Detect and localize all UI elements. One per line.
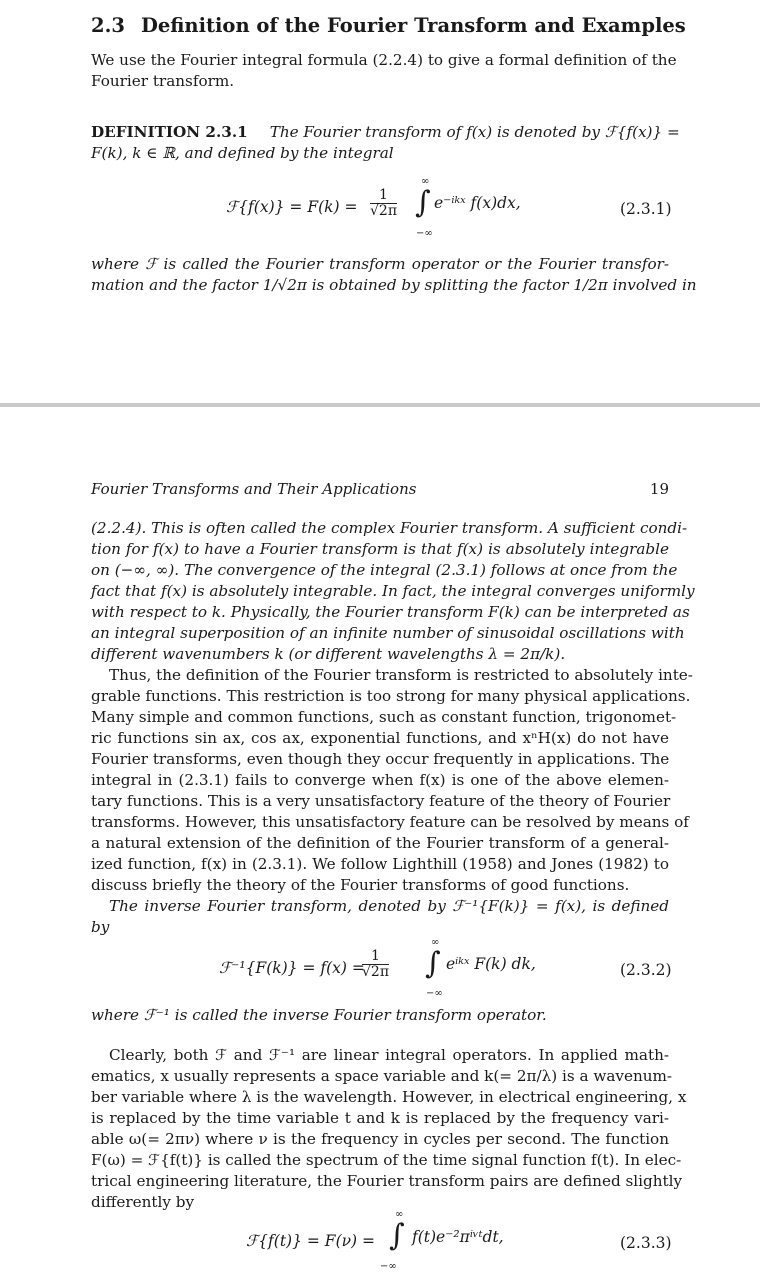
para3-line-2: by — [91, 918, 110, 936]
para1-line-5: with respect to k. Physically, the Fourier transform F(k) can be interpreted as — [91, 603, 690, 621]
definition-label: DEFINITION 2.3.1 — [91, 123, 248, 141]
eq2-lower-limit: −∞ — [426, 988, 443, 999]
eq1-number: (2.3.1) — [620, 200, 672, 218]
eq2-integrand: eⁱᵏˣ F(k) dk, — [446, 955, 536, 973]
para4-line-7: trical engineering literature, the Fourier transform pairs are defined slightly — [91, 1172, 683, 1190]
section-title: Definition of the Fourier Transform and Examples — [140, 14, 686, 37]
eq1-fraction — [370, 188, 397, 220]
eq3-integrand: f(t)e⁻²πⁱᵛᵗdt, — [412, 1228, 504, 1246]
para4-line-8: differently by — [91, 1193, 195, 1211]
definition-text-1: The Fourier transform of f(x) is denoted by ℱ{f(x)} = — [269, 123, 680, 141]
eq2-fraction — [362, 949, 389, 981]
para1-line-1: (2.2.4). This is often called the complex Fourier transform. A sufficient condi- — [91, 519, 688, 537]
eq3-integral-sign: ∫ — [389, 1218, 405, 1253]
para2-line-4: ric functions sin ax, cos ax, exponential functions, and xⁿH(x) do not have — [91, 729, 669, 747]
section-number: 2.3 — [91, 14, 125, 37]
definition-line-2: F(k), k ∈ ℝ, and defined by the integral — [91, 144, 394, 162]
para4-line-6: F(ω) = ℱ{f(t)} is called the spectrum of the time signal function f(t). In elec- — [91, 1151, 682, 1169]
page-number: 19 — [649, 480, 669, 498]
para4-line-3: ber variable where λ is the wavelength. However, in electrical engineering, x — [91, 1088, 687, 1106]
para2-line-3: Many simple and common functions, such as constant function, trigonomet- — [91, 708, 677, 726]
eq3-lower-limit: −∞ — [380, 1261, 397, 1272]
after-eq1-line-2: mation and the factor 1/√2π is obtained by splitting the factor 1/2π involved in — [91, 276, 697, 294]
para4-line-1: Clearly, both ℱ and ℱ⁻¹ are linear integral operators. In applied math- — [109, 1046, 669, 1064]
eq2-frac-num: 1 — [362, 949, 389, 965]
para3-line-1: The inverse Fourier transform, denoted by ℱ⁻¹{F(k)} = f(x), is defined — [109, 897, 669, 915]
para2-line-8: transforms. However, this unsatisfactory feature can be resolved by means of — [91, 813, 689, 831]
para2-line-2: grable functions. This restriction is too strong for many physical applications. — [91, 687, 691, 705]
para2-line-5: Fourier transforms, even though they occur frequently in applications. The — [91, 750, 670, 768]
eq1-upper-limit: ∞ — [421, 176, 430, 187]
eq3-lhs: ℱ{f(t)} = F(ν) = — [246, 1232, 375, 1250]
eq2-number: (2.3.2) — [620, 961, 672, 979]
para2-line-9: a natural extension of the definition of the Fourier transform of a general- — [91, 834, 669, 852]
para1-line-2: tion for f(x) to have a Fourier transform is that f(x) is absolutely integrable — [91, 540, 669, 558]
eq1-frac-den: √2π — [370, 203, 398, 220]
eq1-integral-sign: ∫ — [415, 185, 431, 220]
para2-line-7: tary functions. This is a very unsatisfactory feature of the theory of Fourier — [91, 792, 671, 810]
para1-line-7: different wavenumbers k (or different wavelengths λ = 2π/k). — [91, 645, 566, 663]
eq2-frac-den: √2π — [362, 964, 390, 981]
para4-line-4: is replaced by the time variable t and k is replaced by the frequency vari- — [91, 1109, 669, 1127]
intro-line-1: We use the Fourier integral formula (2.2.4) to give a formal definition of the — [91, 51, 677, 69]
equation-2-3-1 — [0, 172, 760, 242]
section-heading — [91, 14, 686, 37]
para2-line-1: Thus, the definition of the Fourier transform is restricted to absolutely inte- — [109, 666, 693, 684]
definition-line-1 — [91, 122, 680, 143]
para1-line-4: fact that f(x) is absolutely integrable. In fact, the integral converges uniformly — [91, 582, 695, 600]
eq3-number: (2.3.3) — [620, 1234, 672, 1252]
eq3-upper-limit: ∞ — [395, 1209, 404, 1220]
para4-line-2: ematics, x usually represents a space variable and k(= 2π/λ) is a wavenum- — [91, 1067, 673, 1085]
eq1-frac-num: 1 — [370, 188, 397, 204]
after-eq1-line-1: where ℱ is called the Fourier transform operator or the Fourier transfor- — [91, 255, 669, 273]
after-eq2-line: where ℱ⁻¹ is called the inverse Fourier transform operator. — [91, 1006, 547, 1024]
page-19 — [0, 407, 760, 1280]
eq1-integrand: e⁻ⁱᵏˣ f(x)dx, — [434, 194, 521, 212]
equation-2-3-3 — [0, 1207, 760, 1277]
para2-line-11: discuss briefly the theory of the Fourier transforms of good functions. — [91, 876, 630, 894]
para1-line-3: on (−∞, ∞). The convergence of the integral (2.3.1) follows at once from the — [91, 561, 678, 579]
para4-line-5: able ω(= 2πν) where ν is the frequency in cycles per second. The function — [91, 1130, 669, 1148]
eq2-integral-sign: ∫ — [425, 946, 441, 981]
intro-line-2: Fourier transform. — [91, 72, 235, 90]
para1-line-6: an integral superposition of an infinite number of sinusoidal oscillations with — [91, 624, 685, 642]
running-head: Fourier Transforms and Their Applications — [91, 480, 417, 498]
eq2-upper-limit: ∞ — [431, 937, 440, 948]
eq2-lhs: ℱ⁻¹{F(k)} = f(x) = — [219, 959, 365, 977]
eq1-lhs: ℱ{f(x)} = F(k) = — [226, 198, 358, 216]
page-top — [0, 0, 760, 403]
para2-line-10: ized function, f(x) in (2.3.1). We follow Lighthill (1958) and Jones (1982) to — [91, 855, 669, 873]
eq1-lower-limit: −∞ — [416, 228, 433, 239]
para2-line-6: integral in (2.3.1) fails to converge when f(x) is one of the above elemen- — [91, 771, 669, 789]
equation-2-3-2 — [0, 935, 760, 1001]
